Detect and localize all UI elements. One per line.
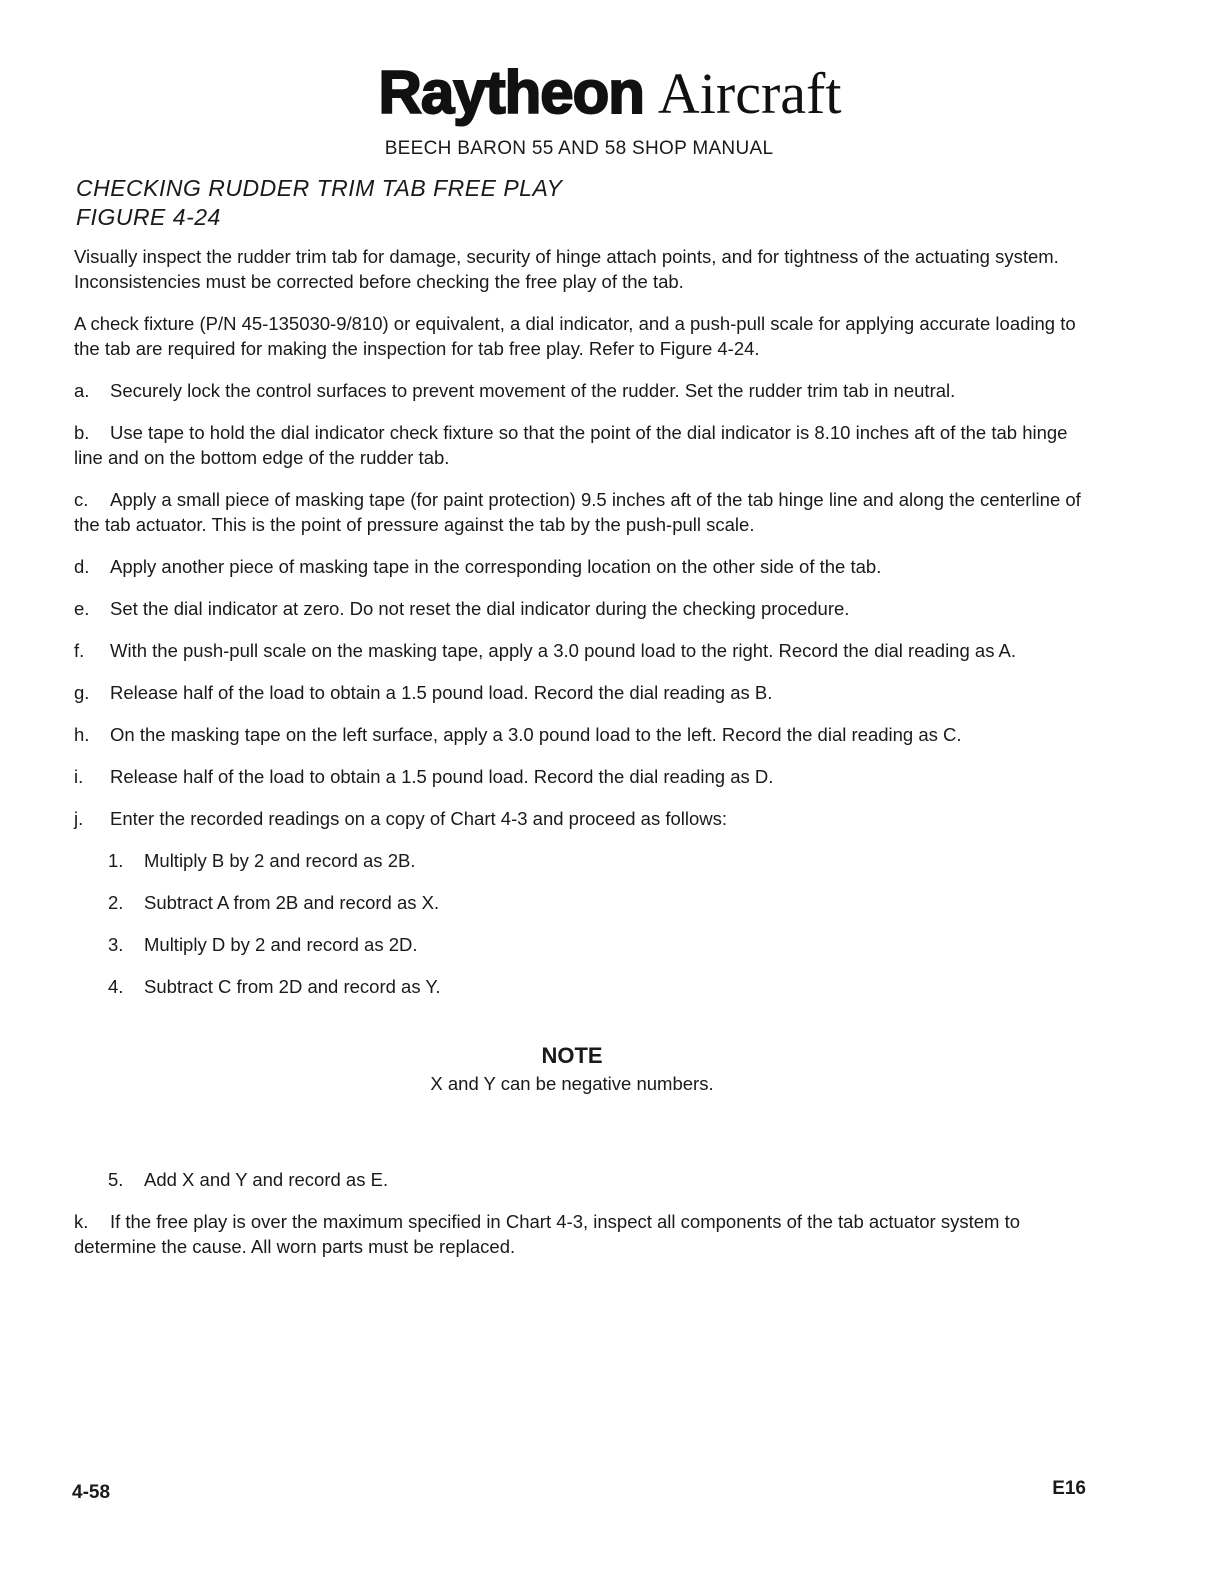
step-text: Apply a small piece of masking tape (for paint protection) 9.5 inches aft of the tab hinge line and along the centerline of the tab actuator. This is the point of pressure against the tab by the push-pull scale. — [74, 489, 1081, 535]
step-label: i. — [74, 766, 84, 787]
substep-3 — [108, 932, 1090, 957]
section-title-line1: CHECKING RUDDER TRIM TAB FREE PLAY — [76, 175, 563, 201]
figure-reference: FIGURE 4-24 — [76, 204, 221, 230]
step-text: Enter the recorded readings on a copy of Chart 4-3 and proceed as follows: — [110, 808, 728, 829]
step-text: Set the dial indicator at zero. Do not reset the dial indicator during the checking procedure. — [110, 598, 850, 619]
step-text: Apply another piece of masking tape in the corresponding location on the other side of the tab. — [110, 556, 882, 577]
step-label: e. — [74, 598, 90, 619]
substep-5 — [108, 1167, 1090, 1192]
step-label: g. — [74, 682, 90, 703]
step-h — [74, 722, 1090, 747]
raytheon-aircraft-logo — [379, 58, 842, 127]
step-d — [74, 554, 1090, 579]
step-f — [74, 638, 1090, 663]
note-block — [74, 1041, 1090, 1097]
step-b — [74, 420, 1090, 470]
substep-label: 4. — [108, 976, 124, 997]
note-heading: NOTE — [541, 1043, 603, 1068]
step-g — [74, 680, 1090, 705]
step-label: h. — [74, 724, 90, 745]
substep-1 — [108, 848, 1090, 873]
step-label: j. — [74, 808, 84, 829]
step-a — [74, 378, 1090, 403]
substep-2 — [108, 890, 1090, 915]
step-e — [74, 596, 1090, 621]
manual-subtitle: BEECH BARON 55 AND 58 SHOP MANUAL — [384, 138, 774, 159]
substep-text: Subtract C from 2D and record as Y. — [144, 976, 441, 997]
substep-label: 2. — [108, 892, 124, 913]
logo-brand-bold: Raytheon — [378, 59, 644, 126]
step-text: Release half of the load to obtain a 1.5 pound load. Record the dial reading as B. — [110, 682, 773, 703]
step-text: If the free play is over the maximum specified in Chart 4-3, inspect all components of the tab actuator system to determine the cause. All worn parts must be replaced. — [74, 1211, 1021, 1257]
section-title — [76, 174, 562, 232]
step-label: f. — [74, 640, 85, 661]
substep-text: Subtract A from 2B and record as X. — [144, 892, 440, 913]
note-text: X and Y can be negative numbers. — [430, 1073, 714, 1094]
step-label: k. — [74, 1211, 89, 1232]
substep-label: 3. — [108, 934, 124, 955]
substep-label: 1. — [108, 850, 124, 871]
step-label: c. — [74, 489, 89, 510]
document-body — [74, 244, 1090, 1276]
logo-brand-word: Aircraft — [657, 61, 842, 126]
step-label: b. — [74, 422, 90, 443]
intro-paragraph-1: Visually inspect the rudder trim tab for damage, security of hinge attach points, and for tightness of the actuating system. Inconsistencies must be corrected before checking the free play of the tab. — [74, 246, 1059, 292]
step-c — [74, 487, 1090, 537]
step-text: Securely lock the control surfaces to prevent movement of the rudder. Set the rudder trim tab in neutral. — [110, 380, 956, 401]
step-text: On the masking tape on the left surface, apply a 3.0 pound load to the left. Record the dial reading as C. — [110, 724, 962, 745]
substep-label: 5. — [108, 1169, 124, 1190]
step-text: With the push-pull scale on the masking tape, apply a 3.0 pound load to the right. Record the dial reading as A. — [110, 640, 1017, 661]
substep-4 — [108, 974, 1090, 999]
substep-text: Add X and Y and record as E. — [144, 1169, 389, 1190]
substep-text: Multiply D by 2 and record as 2D. — [144, 934, 418, 955]
step-label: a. — [74, 380, 90, 401]
substep-text: Multiply B by 2 and record as 2B. — [144, 850, 416, 871]
step-i — [74, 764, 1090, 789]
intro-paragraph-2: A check fixture (P/N 45-135030-9/810) or equivalent, a dial indicator, and a push-pull scale for applying accurate loading to the tab are required for making the inspection for tab free play. Refer to Figure 4-24. — [74, 313, 1076, 359]
revision-code: E16 — [1052, 1478, 1086, 1499]
step-label: d. — [74, 556, 90, 577]
step-k — [74, 1209, 1090, 1259]
step-text: Use tape to hold the dial indicator check fixture so that the point of the dial indicator is 8.10 inches aft of the tab hinge line and on the bottom edge of the rudder tab. — [74, 422, 1068, 468]
step-j — [74, 806, 1090, 831]
page-header — [0, 58, 1220, 127]
step-text: Release half of the load to obtain a 1.5 pound load. Record the dial reading as D. — [110, 766, 774, 787]
page-number: 4-58 — [72, 1482, 111, 1503]
